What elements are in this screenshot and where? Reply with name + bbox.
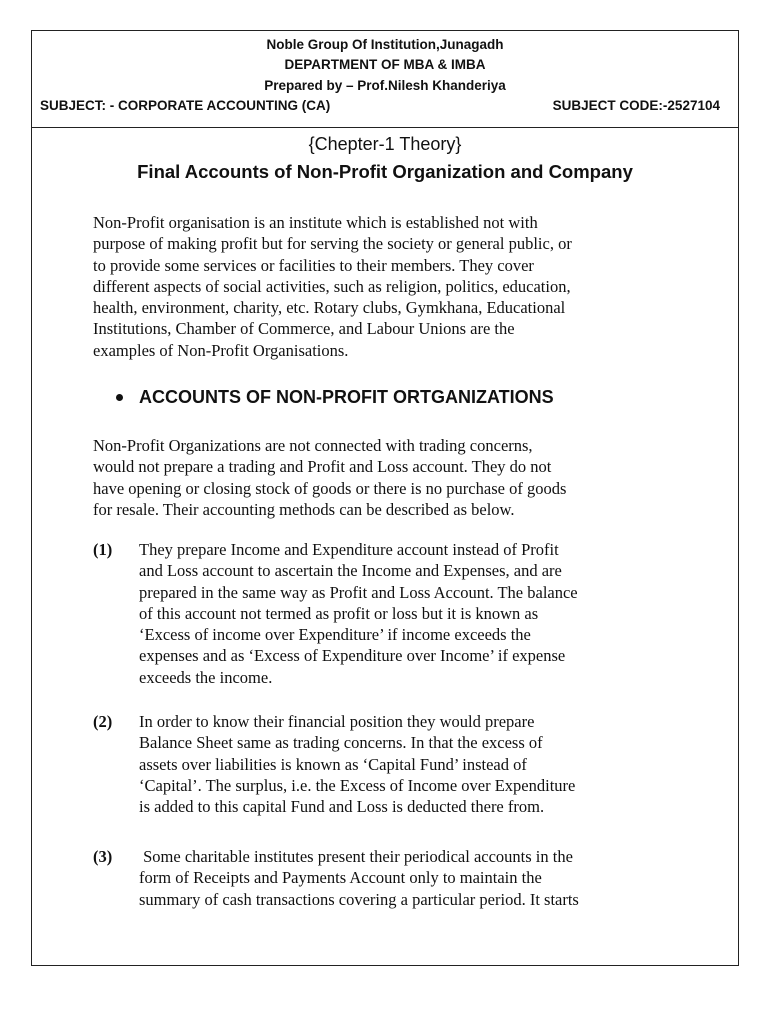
text-line: of this account not termed as profit or loss but it is known as	[139, 603, 539, 623]
point-number: (3)	[93, 847, 113, 866]
page-border	[31, 30, 739, 966]
text-line: Balance Sheet same as trading concerns. In that the excess of	[139, 733, 543, 753]
text-line: have opening or closing stock of goods or there is no purchase of goods	[93, 478, 567, 498]
point-text	[139, 846, 713, 910]
department-name: DEPARTMENT OF MBA & IMBA	[284, 57, 486, 72]
text-line: assets over liabilities is known as ‘Capital Fund’ instead of	[139, 754, 527, 774]
text-line: Institutions, Chamber of Commerce, and Labour Unions are the	[93, 319, 515, 339]
text-line: exceeds the income.	[139, 667, 273, 687]
page-title: Final Accounts of Non-Profit Organization and Company	[137, 161, 633, 182]
text-line: would not prepare a trading and Profit and Loss account. They do not	[93, 457, 552, 477]
section-intro-paragraph	[93, 435, 693, 520]
text-line: health, environment, charity, etc. Rotary clubs, Gymkhana, Educational	[93, 298, 566, 318]
subject-code: SUBJECT CODE:-2527104	[552, 98, 720, 113]
text-line: Some charitable institutes present their periodical accounts in the	[139, 847, 573, 866]
bullet-icon	[116, 394, 123, 401]
text-line: They prepare Income and Expenditure account instead of Profit	[139, 540, 559, 559]
text-line: ‘Excess of income over Expenditure’ if income exceeds the	[139, 625, 531, 645]
text-line: purpose of making profit but for serving the society or general public, or	[93, 234, 572, 254]
text-line: different aspects of social activities, such as religion, politics, education,	[93, 276, 571, 296]
point-number: (1)	[93, 540, 113, 559]
text-line: ‘Capital’. The surplus, i.e. the Excess of Income over Expenditure	[139, 775, 576, 795]
subject-label: SUBJECT: - CORPORATE ACCOUNTING (CA)	[40, 98, 331, 113]
section-heading-text: ACCOUNTS OF NON-PROFIT ORTGANIZATIONS	[139, 387, 554, 407]
point-number: (2)	[93, 712, 113, 731]
text-line: and Loss account to ascertain the Income and Expenses, and are	[139, 561, 562, 581]
text-line: examples of Non-Profit Organisations.	[93, 340, 349, 360]
prepared-by: Prepared by – Prof.Nilesh Khanderiya	[264, 78, 506, 93]
text-line: to provide some services or facilities to their members. They cover	[93, 255, 534, 275]
text-line: In order to know their financial position they would prepare	[139, 712, 535, 731]
point-text	[139, 711, 713, 817]
text-line: prepared in the same way as Profit and Loss Account. The balance	[139, 582, 578, 602]
document-header	[32, 31, 738, 128]
text-line: Non-Profit Organizations are not connected with trading concerns,	[93, 436, 533, 455]
text-line: Non-Profit organisation is an institute which is established not with	[93, 213, 538, 232]
text-line: form of Receipts and Payments Account only to maintain the	[139, 868, 542, 888]
text-line: summary of cash transactions covering a particular period. It starts	[139, 889, 579, 909]
text-line: for resale. Their accounting methods can be described as below.	[93, 499, 515, 519]
text-line: is added to this capital Fund and Loss is deducted there from.	[139, 797, 545, 817]
institution-name: Noble Group Of Institution,Junagadh	[266, 37, 504, 52]
chapter-label: {Chepter-1 Theory}	[308, 134, 462, 154]
intro-paragraph	[93, 212, 693, 361]
text-line: expenses and as ‘Excess of Expenditure over Income’ if expense	[139, 646, 566, 666]
point-text	[139, 539, 713, 688]
section-heading	[116, 387, 554, 408]
